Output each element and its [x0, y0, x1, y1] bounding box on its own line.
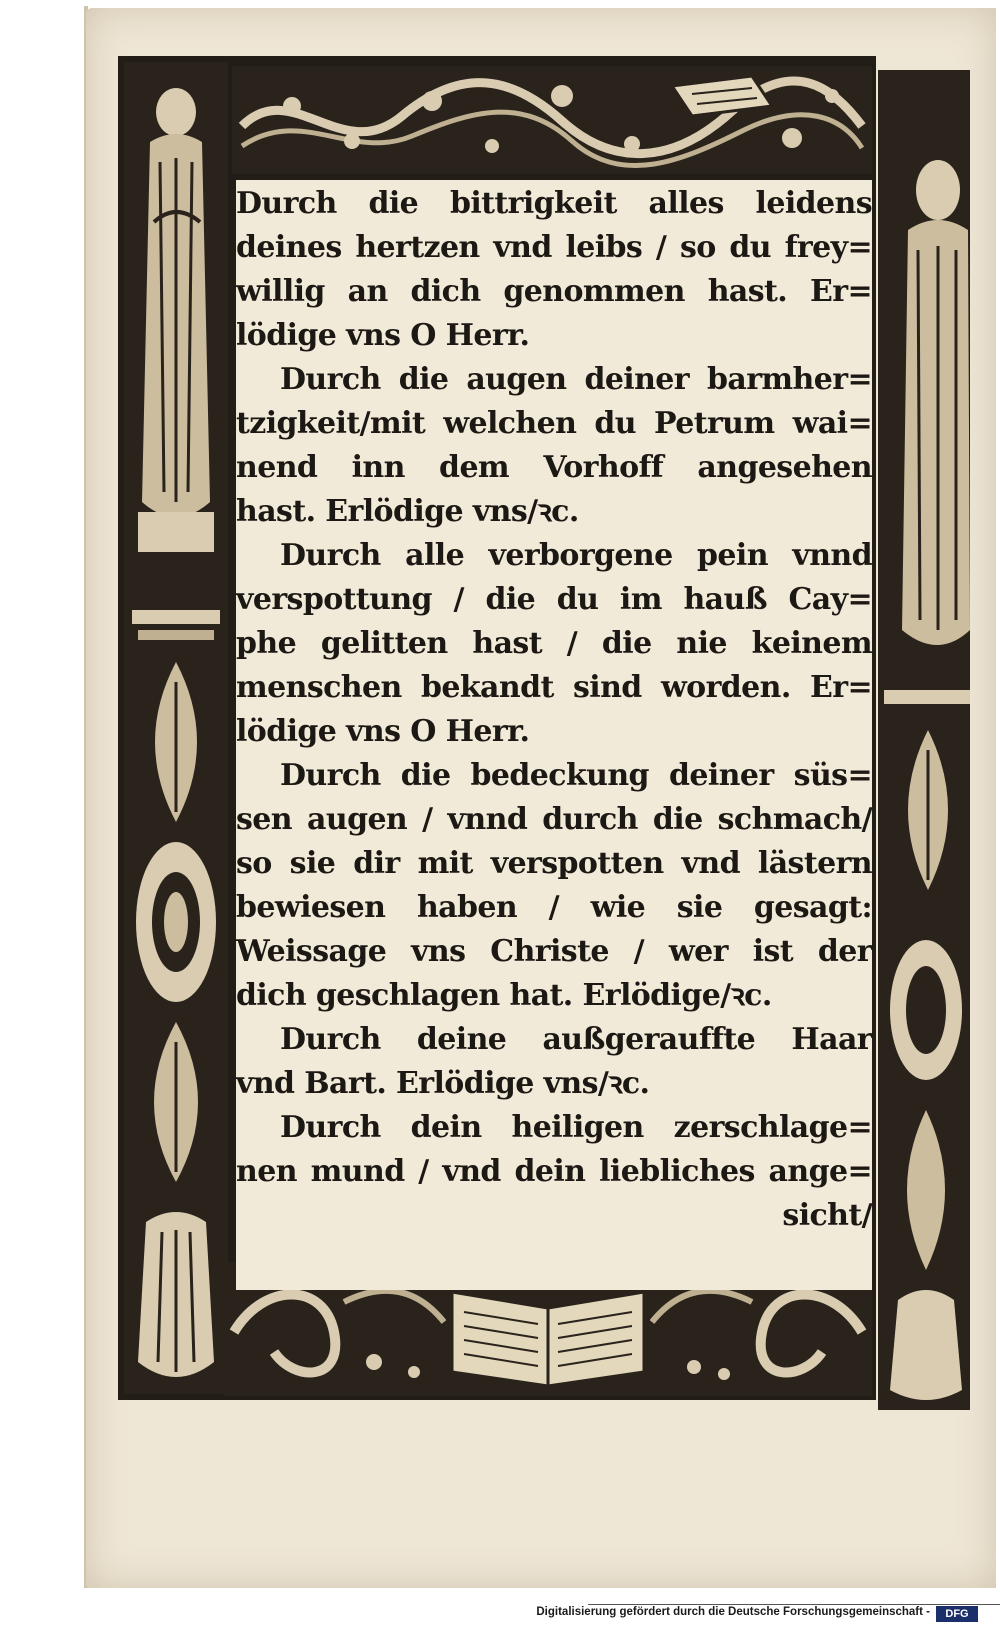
text-line: nend inn dem Vorhoff angesehen: [236, 450, 872, 485]
right-column-woodcut: [878, 70, 970, 1410]
footer-bar: [0, 1604, 1000, 1625]
text-line: hast. Erlödige vns/ꝛc.: [236, 494, 579, 529]
text-line: Durch dein heiligen zerschlage=: [280, 1110, 872, 1145]
top-ornament-woodcut: [232, 66, 872, 174]
text-line: sen augen / vnnd durch die schmach/: [236, 802, 872, 837]
funding-notice: Digitalisierung gefördert durch die Deutsche Forschungsgemeinschaft -: [536, 1606, 930, 1618]
text-block: [236, 180, 872, 1290]
text-line: vnd Bart. Erlödige vns/ꝛc.: [236, 1066, 650, 1101]
text-line: willig an dich genommen hast. Er=: [236, 274, 872, 309]
text-line: lödige vns O Herr.: [236, 714, 530, 749]
text-line: Weissage vns Christe / wer ist der: [236, 934, 872, 969]
text-line: dich geschlagen hat. Erlödige/ꝛc.: [236, 978, 772, 1013]
text-line: Durch die augen deiner barmher=: [280, 362, 872, 397]
text-line: Durch alle verborgene pein vnnd: [280, 538, 872, 573]
text-line: phe gelitten hast / die nie keinem: [236, 626, 872, 661]
text-line: bewiesen haben / wie sie gesagt:: [236, 890, 872, 925]
text-line: verspottung / die du im hauß Cay=: [236, 582, 872, 617]
footer-divider: [588, 1604, 1000, 1605]
text-line: nen mund / vnd dein liebliches ange=: [236, 1154, 872, 1189]
dfg-logo: DFG: [936, 1606, 978, 1622]
text-line: lödige vns O Herr.: [236, 318, 530, 353]
text-line: Durch die bittrigkeit alles leidens: [236, 186, 872, 221]
catchword: sicht/: [782, 1198, 872, 1233]
text-line: deines hertzen vnd leibs / so du frey=: [236, 230, 872, 265]
text-line: tzigkeit/mit welchen du Petrum wai=: [236, 406, 872, 441]
left-column-woodcut: [124, 62, 228, 1394]
text-line: so sie dir mit verspotten vnd lästern: [236, 846, 872, 881]
text-line: Durch deine außgerauffte Haar: [280, 1022, 872, 1057]
text-line: menschen bekandt sind worden. Er=: [236, 670, 872, 705]
text-line: Durch die bedeckung deiner süs=: [280, 758, 872, 793]
